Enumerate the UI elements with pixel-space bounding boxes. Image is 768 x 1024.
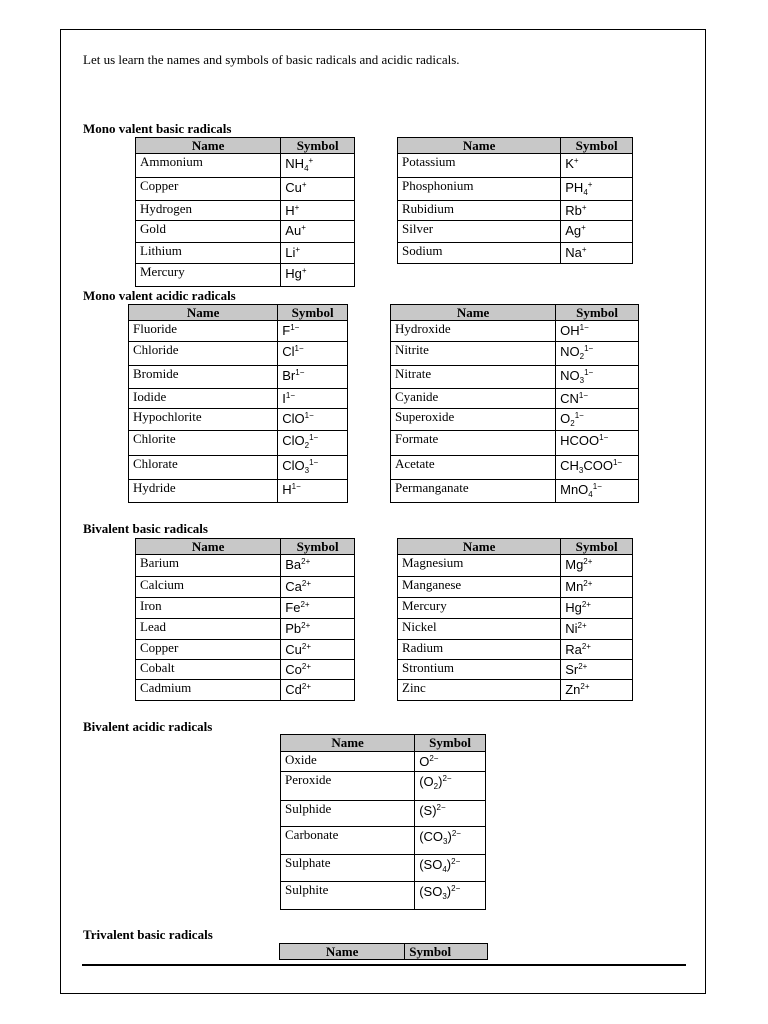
bi-acidic-table	[280, 734, 486, 910]
mono-acidic-left-table	[128, 304, 348, 503]
radical-symbol: $OH^{1-}$	[556, 321, 639, 342]
col-header-symbol: Symbol	[561, 138, 633, 154]
radical-name: Lead	[136, 619, 281, 640]
radical-name: Potassium	[398, 154, 561, 178]
radical-name: Hydrogen	[136, 201, 281, 221]
radical-name: Chloride	[129, 342, 278, 366]
table-row	[129, 389, 348, 409]
radical-symbol: MnO$_4^{1-}$	[556, 480, 639, 503]
radical-symbol: Ag+	[561, 221, 633, 243]
radical-symbol: K+	[561, 154, 633, 178]
table-row	[136, 619, 355, 640]
radical-name: Fluoride	[129, 321, 278, 342]
radical-name: Manganese	[398, 577, 561, 598]
table-row	[136, 640, 355, 660]
table-row	[136, 178, 355, 201]
table-row	[398, 598, 633, 619]
radical-name: Carbonate	[281, 827, 415, 855]
radical-name: Bromide	[129, 366, 278, 389]
radical-name: Copper	[136, 178, 281, 201]
table-row	[391, 366, 639, 389]
radical-name: Formate	[391, 431, 556, 456]
table-row	[136, 243, 355, 264]
heading-mono-acidic: Mono valent acidic radicals	[83, 288, 236, 303]
bi-basic-right-table	[397, 538, 633, 701]
table-row	[398, 640, 633, 660]
col-header-name: Name	[280, 944, 405, 960]
radical-name: Sulphite	[281, 882, 415, 910]
radical-name: Calcium	[136, 577, 281, 598]
radical-symbol: $Mn^{2+}$	[561, 577, 633, 598]
table-row	[391, 342, 639, 366]
radical-symbol: ClO$_3^{1-}$	[278, 456, 348, 480]
radical-name: Nitrite	[391, 342, 556, 366]
col-header-symbol: Symbol	[278, 305, 348, 321]
table-row	[129, 366, 348, 389]
table-row	[281, 882, 486, 910]
radical-symbol: $NO_2^{1-}$	[556, 342, 639, 366]
radical-symbol: $Sr^{2+}$	[561, 660, 633, 680]
mono-basic-left-table	[135, 137, 355, 287]
radical-name: Sulphate	[281, 855, 415, 882]
radical-symbol: Au+	[281, 221, 355, 243]
table-row	[391, 456, 639, 480]
table-row	[281, 827, 486, 855]
radical-symbol: Hg+	[281, 264, 355, 287]
radical-name: Hydroxide	[391, 321, 556, 342]
radical-name: Lithium	[136, 243, 281, 264]
radical-symbol: $CH_3COO^{1-}$	[556, 456, 639, 480]
col-header-symbol: Symbol	[415, 735, 486, 752]
heading-tri-basic: Trivalent basic radicals	[83, 927, 213, 942]
intro-text: Let us learn the names and symbols of basic radicals and acidic radicals.	[83, 52, 460, 67]
table-row	[398, 555, 633, 577]
radical-name: Radium	[398, 640, 561, 660]
radical-name: Phosphonium	[398, 178, 561, 201]
radical-name: Mercury	[136, 264, 281, 287]
col-header-name: Name	[281, 735, 415, 752]
radical-name: Copper	[136, 640, 281, 660]
radical-name: Peroxide	[281, 772, 415, 801]
radical-symbol: $F^{1-}$	[278, 321, 348, 342]
radical-symbol: $Ra^{2+}$	[561, 640, 633, 660]
table-row	[391, 431, 639, 456]
table-row	[398, 154, 633, 178]
col-header-name: Name	[398, 539, 561, 555]
table-row	[398, 243, 633, 264]
bottom-rule	[82, 964, 686, 966]
table-row	[398, 201, 633, 221]
table-row	[398, 619, 633, 640]
col-header-symbol: Symbol	[281, 138, 355, 154]
radical-symbol: $Fe^{2+}$	[281, 598, 355, 619]
radical-name: Hypochlorite	[129, 409, 278, 431]
table-row	[129, 456, 348, 480]
table-row	[136, 221, 355, 243]
radical-name: Oxide	[281, 752, 415, 772]
radical-symbol: $(S)^{2-}$	[415, 801, 486, 827]
radical-name: Silver	[398, 221, 561, 243]
radical-symbol: $Cl^{1-}$	[278, 342, 348, 366]
table-row	[129, 480, 348, 503]
radical-symbol: Li+	[281, 243, 355, 264]
table-row	[136, 201, 355, 221]
table-row	[281, 855, 486, 882]
radical-symbol: Rb+	[561, 201, 633, 221]
table-row	[398, 221, 633, 243]
table-row	[129, 409, 348, 431]
radical-symbol: $O_2^{1-}$	[556, 409, 639, 431]
radical-symbol: ClO$^{1-}$	[278, 409, 348, 431]
table-row	[281, 801, 486, 827]
heading-bi-acidic: Bivalent acidic radicals	[83, 719, 213, 734]
radical-name: Permanganate	[391, 480, 556, 503]
table-row	[136, 154, 355, 178]
radical-name: Cyanide	[391, 389, 556, 409]
heading-bi-basic: Bivalent basic radicals	[83, 521, 208, 536]
radical-name: Nitrate	[391, 366, 556, 389]
col-header-symbol: Symbol	[556, 305, 639, 321]
radical-symbol: $CN^{1-}$	[556, 389, 639, 409]
radical-name: Hydride	[129, 480, 278, 503]
col-header-name: Name	[136, 539, 281, 555]
col-header-name: Name	[391, 305, 556, 321]
radical-name: Chlorite	[129, 431, 278, 456]
radical-name: Mercury	[398, 598, 561, 619]
radical-name: Barium	[136, 555, 281, 577]
table-row	[136, 264, 355, 287]
radical-symbol: $H^{1-}$	[278, 480, 348, 503]
radical-name: Magnesium	[398, 555, 561, 577]
col-header-name: Name	[398, 138, 561, 154]
radical-name: Cadmium	[136, 680, 281, 701]
radical-name: Cobalt	[136, 660, 281, 680]
col-header-name: Name	[129, 305, 278, 321]
table-row	[129, 342, 348, 366]
radical-name: Ammonium	[136, 154, 281, 178]
radical-symbol: Na+	[561, 243, 633, 264]
radical-symbol: $Ni^{2+}$	[561, 619, 633, 640]
radical-symbol: $PH_4^+$	[561, 178, 633, 201]
radical-symbol: $(CO_3)^{2-}$	[415, 827, 486, 855]
radical-symbol: ClO$_2^{1-}$	[278, 431, 348, 456]
radical-symbol: $Zn^{2+}$	[561, 680, 633, 701]
radical-name: Sulphide	[281, 801, 415, 827]
table-row	[129, 431, 348, 456]
radical-symbol: $(SO_4)^{2-}$	[415, 855, 486, 882]
radical-symbol: $I^{1-}$	[278, 389, 348, 409]
radical-symbol: $Co^{2+}$	[281, 660, 355, 680]
table-row	[391, 321, 639, 342]
radical-symbol: $Hg^{2+}$	[561, 598, 633, 619]
col-header-symbol: Symbol	[281, 539, 355, 555]
radical-name: Sodium	[398, 243, 561, 264]
radical-symbol: Cu+	[281, 178, 355, 201]
table-row	[281, 752, 486, 772]
radical-symbol: H+	[281, 201, 355, 221]
table-row	[398, 660, 633, 680]
radical-symbol: $NH_4^+$	[281, 154, 355, 178]
radical-symbol: $O^{2-}$	[415, 752, 486, 772]
table-row	[136, 680, 355, 701]
radical-name: Iron	[136, 598, 281, 619]
mono-basic-right-table	[397, 137, 633, 264]
radical-name: Chlorate	[129, 456, 278, 480]
table-row	[136, 577, 355, 598]
table-row	[281, 772, 486, 801]
radical-symbol: $Cu^{2+}$	[281, 640, 355, 660]
radical-name: Strontium	[398, 660, 561, 680]
col-header-symbol: Symbol	[561, 539, 633, 555]
bi-basic-left-table	[135, 538, 355, 701]
table-row	[398, 680, 633, 701]
radical-name: Nickel	[398, 619, 561, 640]
radical-name: Rubidium	[398, 201, 561, 221]
radical-symbol: $NO_3^{1-}$	[556, 366, 639, 389]
table-row	[136, 555, 355, 577]
radical-symbol: $Br^{1-}$	[278, 366, 348, 389]
table-row	[398, 577, 633, 598]
radical-name: Iodide	[129, 389, 278, 409]
mono-acidic-right-table	[390, 304, 639, 503]
table-row	[391, 409, 639, 431]
radical-name: Superoxide	[391, 409, 556, 431]
radical-symbol: $Pb^{2+}$	[281, 619, 355, 640]
radical-name: Gold	[136, 221, 281, 243]
radical-name: Acetate	[391, 456, 556, 480]
radical-symbol: $Cd^{2+}$	[281, 680, 355, 701]
radical-symbol: $(O_2)^{2-}$	[415, 772, 486, 801]
table-row	[136, 660, 355, 680]
table-row	[391, 389, 639, 409]
col-header-symbol: Symbol	[405, 944, 488, 960]
radical-symbol: $Mg^{2+}$	[561, 555, 633, 577]
table-row	[398, 178, 633, 201]
table-row	[391, 480, 639, 503]
col-header-name: Name	[136, 138, 281, 154]
table-row	[136, 598, 355, 619]
heading-mono-basic: Mono valent basic radicals	[83, 121, 232, 136]
radical-symbol: $Ca^{2+}$	[281, 577, 355, 598]
radical-symbol: $(SO_3)^{2-}$	[415, 882, 486, 910]
table-row	[129, 321, 348, 342]
radical-symbol: $Ba^{2+}$	[281, 555, 355, 577]
radical-symbol: $HCOO^{1-}$	[556, 431, 639, 456]
radical-name: Zinc	[398, 680, 561, 701]
tri-basic-table	[279, 943, 488, 960]
